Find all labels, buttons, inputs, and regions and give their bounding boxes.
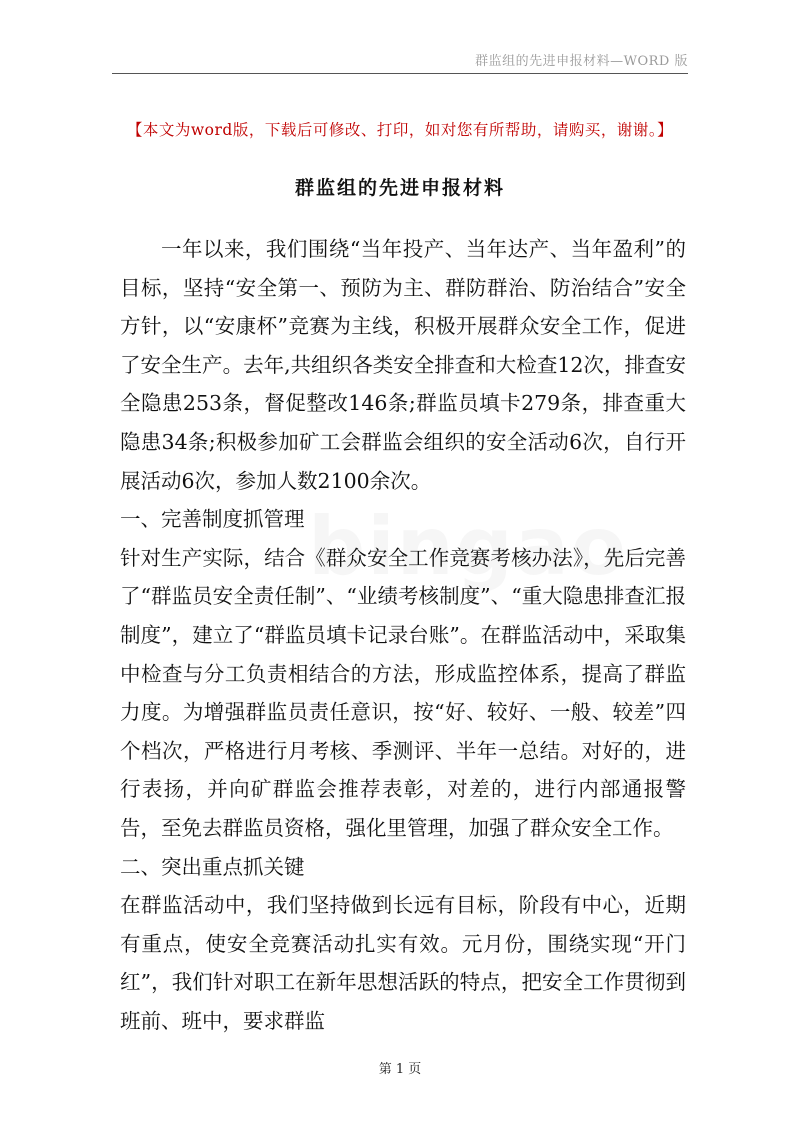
section-heading-1: 一、完善制度抓管理 xyxy=(120,507,305,532)
section-2-paragraph: 在群监活动中，我们坚持做到长远有目标，阶段有中心，近期有重点，使安全竞赛活动扎实有效。元月份，围绕实现“开门红”，我们针对职工在新年思想活跃的特点，把安全工作贯彻到班前、班中，要求群监 xyxy=(120,893,686,1033)
document-title: 群监组的先进申报材料 xyxy=(294,177,505,199)
section-heading-2: 二、突出重点抓关键 xyxy=(120,854,305,879)
running-header: 群监组的先进申报材料—WORD 版 xyxy=(475,54,688,69)
purchase-notice: 【本文为word版，下载后可修改、打印，如对您有所帮助，请购买，谢谢。】 xyxy=(126,121,674,139)
section-1-paragraph: 针对生产实际，结合《群众安全工作竞赛考核办法》，先后完善了“群监员安全责任制”、“业绩考核制度”、“重大隐患排查汇报制度”，建立了“群监员填卡记录台账”。在群监活动中，采取集中检查与分工负责相结合的方法，形成监控体系，提高了群监力度。为增强群监员责任意识，按“好、较好、一般、较差”四个档次，严格进行月考核、季测评、半年一总结。对好的，进行表扬，并向矿群监会推荐表彰，对差的，进行内部通报警告，至免去群监员资格，强化里管理，加强了群众安全工作。 xyxy=(120,545,686,840)
header-rule xyxy=(112,73,688,74)
document-body xyxy=(120,230,686,1040)
intro-paragraph: 一年以来，我们围绕“当年投产、当年达产、当年盈利”的目标，坚持“安全第一、预防为主、群防群治、防治结合”安全方针，以“安康杯”竞赛为主线，积极开展群众安全工作，促进了安全生产。去年,共组织各类安全排查和大检查12次，排查安全隐患253条，督促整改146条;群监员填卡279条，排查重大隐患34条;积极参加矿工会群监会组织的安全活动6次，自行开展活动6次，参加人数2100余次。 xyxy=(120,237,686,493)
page-number: 第 1 页 xyxy=(378,1062,422,1077)
